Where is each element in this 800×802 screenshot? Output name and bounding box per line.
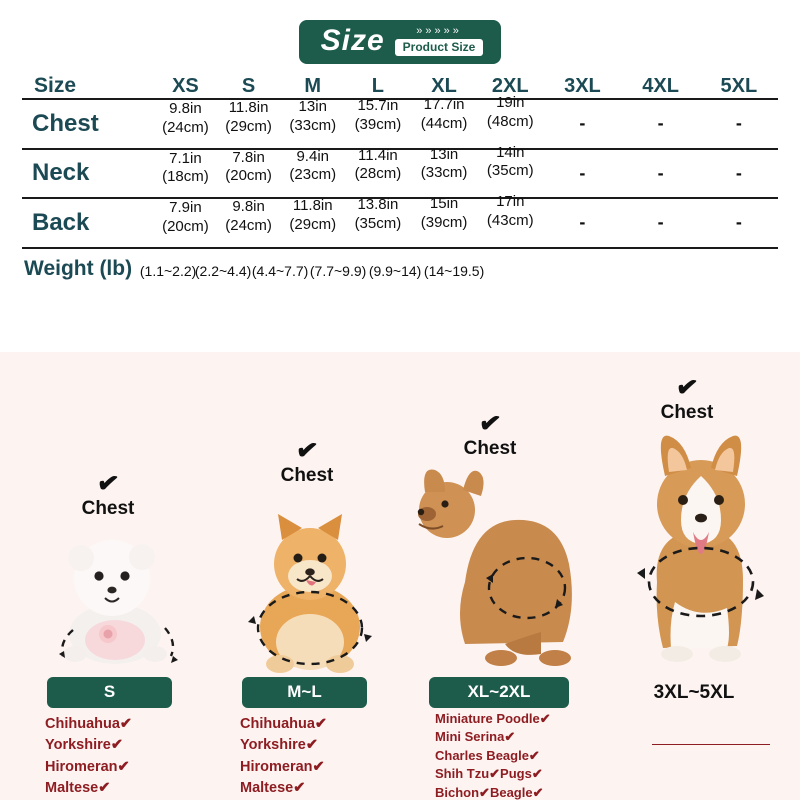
size-table-wrapper [0,64,800,249]
table-row [22,149,778,199]
chest-s-inch: 11.8in [228,99,269,117]
french-bulldog-image [405,462,605,672]
corgi-image [595,432,795,672]
column-header-5xl: 5XL [720,74,758,97]
product-size-label: Product Size [395,39,484,56]
back-m-inch: 11.8in [292,197,333,215]
back-s [217,198,281,248]
back-2xl [477,193,543,248]
back-2xl-cm: (43cm) [486,211,534,229]
chest-2xl-inch: 19in [496,94,525,112]
breed-item: Shih Tzu✔Pugs✔ [435,766,543,782]
back-xl-cm: (39cm) [420,213,468,231]
back-xs-cm: (20cm) [162,217,209,235]
table-header-row [22,74,778,99]
neck-xs-inch: 7.1in [169,149,202,167]
chest-callout-s [23,466,193,520]
arrows-icon: »»»»» [416,25,462,37]
breed-list-ml [240,714,415,799]
weight-values [138,263,488,279]
weight-2xl: (14~19.5) [423,262,485,279]
neck-s-cm: (20cm) [225,167,272,185]
chest-xl [411,96,477,149]
chest-5xl: - [735,113,742,134]
chest-xl-inch: 17.7in [423,96,465,114]
back-s-inch: 9.8in [232,198,265,216]
dog-column-ml [210,352,410,800]
check-icon: ✔ [294,433,320,467]
breed-item: Hiromeran✔ [45,758,130,775]
dog-size-gallery [0,352,800,800]
column-header-4xl: 4XL [642,74,679,97]
size-chip-s: S [47,677,172,708]
neck-m-cm: (23cm) [289,166,337,184]
neck-xs-cm: (18cm) [162,168,209,186]
breed-item: Yorkshire✔ [45,737,123,754]
column-header-xs: XS [172,74,199,97]
breed-item: Chihuahua✔ [45,716,133,732]
weight-row [0,249,800,281]
breed-item: Yorkshire✔ [240,737,318,754]
neck-xl [411,145,477,199]
size-chip-ml: M~L [242,677,367,708]
size-table [22,74,778,249]
chest-xl-cm: (44cm) [420,114,468,132]
chest-l [345,99,411,149]
chest-callout-ml [222,433,392,487]
chest-callout-label: Chest [463,438,517,459]
breed-item: Miniature Poodle✔ [435,711,551,726]
chest-4xl: - [657,113,664,134]
weight-xs: (1.1~2.2) [139,262,197,279]
badge-right-group [395,26,484,56]
chest-s [217,99,281,149]
neck-3xl: - [579,162,586,183]
chest-xs-inch: 9.8in [169,100,202,118]
neck-l-cm: (28cm) [354,165,402,183]
dog-column-xl2xl [405,352,605,800]
column-header-s: S [241,74,256,97]
back-xs [154,198,216,248]
chest-3xl: - [579,113,586,134]
chest-2xl [477,94,543,149]
back-4xl: - [657,212,664,233]
neck-2xl-cm: (35cm) [486,162,534,180]
back-m [281,198,345,248]
check-icon: ✔ [95,466,121,500]
back-xl-inch: 15in [429,195,459,213]
size-chip-3xl5xl: 3XL~5XL [653,682,735,703]
chest-l-cm: (39cm) [354,115,402,133]
neck-xs [154,149,216,199]
row-label-back: Back [32,208,90,236]
neck-l-inch: 11.4in [358,146,398,164]
back-l-inch: 13.8in [357,196,399,214]
column-header-m: M [304,74,322,97]
breed-item: Bichon✔Beagle✔ [435,784,544,800]
breed-item: Maltese✔ [240,779,306,796]
back-l-cm: (35cm) [354,214,402,232]
dog-column-3xl5xl [600,352,800,800]
chest-xs [154,99,216,149]
size-chip-xl2xl: XL~2XL [429,677,569,708]
check-icon: ✔ [674,370,700,404]
row-label-chest: Chest [32,109,99,137]
neck-xl-cm: (33cm) [420,164,468,182]
chest-callout-label: Chest [81,498,135,519]
back-xs-inch: 7.9in [169,199,202,217]
chest-callout-3xl5xl [602,370,772,424]
orange-pomeranian-image [210,492,410,682]
table-row [22,198,778,248]
size-title: Size [320,24,385,58]
chest-2xl-cm: (48cm) [486,112,534,130]
back-2xl-inch: 17in [496,193,525,211]
breed-item: Hiromeran✔ [240,758,325,775]
chest-l-inch: 15.7in [357,97,399,115]
check-icon: ✔ [477,406,503,440]
neck-2xl [477,143,543,199]
breed-list-s [45,714,220,799]
row-label-neck: Neck [32,159,90,187]
neck-xl-inch: 13in [429,145,459,163]
white-pomeranian-puppy-image [15,522,215,682]
weight-xl: (9.9~14) [368,262,422,279]
neck-5xl: - [735,162,742,183]
chest-m-cm: (33cm) [289,116,337,134]
column-header-l: L [371,74,384,97]
table-row [22,99,778,149]
chest-m-inch: 13in [298,98,327,116]
back-5xl: - [735,212,742,233]
breed-item: Maltese✔ [45,779,111,796]
neck-m-inch: 9.4in [296,147,329,165]
column-header-2xl: 2XL [491,74,529,97]
back-3xl: - [579,212,586,233]
neck-s-inch: 7.8in [232,148,265,166]
weight-label: Weight (lb) [24,256,133,280]
breed-item: Charles Beagle✔ [435,747,540,763]
neck-m [281,149,345,199]
back-m-cm: (29cm) [289,215,337,233]
breed-list-xl2xl [435,710,610,802]
chest-s-cm: (29cm) [225,117,272,135]
chest-callout-xl2xl [405,406,575,460]
breed-item: Chihuahua✔ [240,716,328,732]
size-title-badge [299,20,502,64]
column-header-size: Size [34,74,77,98]
weight-l: (7.7~9.9) [309,262,367,279]
back-s-cm: (24cm) [225,216,272,234]
header [0,0,800,64]
weight-m: (4.4~7.7) [251,262,309,279]
back-l [345,198,411,248]
column-header-3xl: 3XL [564,74,601,97]
weight-s: (2.2~4.4) [194,262,252,279]
chest-callout-label: Chest [660,402,714,423]
neck-l [345,146,411,199]
breed-list-placeholder-rule [652,744,770,745]
chest-m [281,99,345,149]
breed-item: Mini Serina✔ [435,729,516,745]
neck-4xl: - [657,162,664,183]
chest-xs-cm: (24cm) [162,118,209,136]
chest-callout-label: Chest [280,465,334,486]
back-xl [411,195,477,248]
dog-column-s [15,352,215,800]
neck-s [217,149,281,199]
column-header-xl: XL [431,74,457,97]
neck-2xl-inch: 14in [496,143,525,161]
